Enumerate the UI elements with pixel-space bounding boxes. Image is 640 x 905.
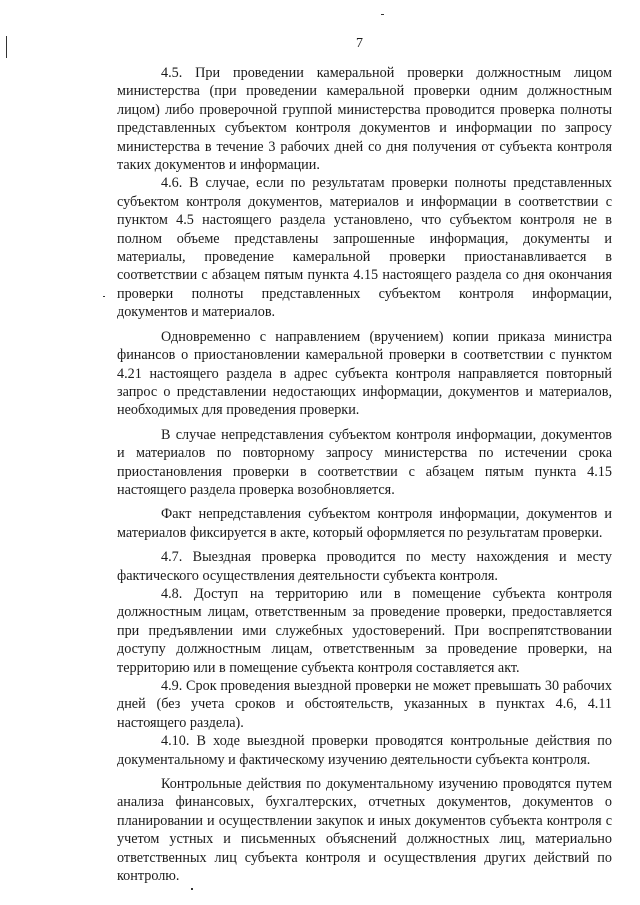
paragraph-4-6: 4.6. В случае, если по результатам проверки полноты представленных субъектом контроля документов, материалов и информации в соответствии с пунктом 4.5 настоящего раздела установлено, что субъектом контроля не в полном объеме представлены запрошенные информация, документы и материалы, проведение камеральной проверки приостанавливается в соответствии с абзацем пятым пункта 4.15 настоящего раздела со дня окончания проверки полноты представленных субъектом контроля информации, документов и материалов. (117, 175, 612, 321)
scan-artifact-mark (6, 36, 7, 58)
paragraph-4-7: 4.7. Выездная проверка проводится по месту нахождения и месту фактического осуществления деятельности субъекта контроля. (117, 549, 612, 584)
paragraph-suspension-notice: Одновременно с направлением (вручением) копии приказа министра финансов о приостановлении камеральной проверки в соответствии с пунктом 4.21 настоящего раздела в адрес субъекта контроля направляется повторный запрос о представлении недостающих информации, документов и материалов, необходимых для проведения проверки. (117, 328, 612, 419)
document-body (117, 64, 612, 885)
scan-artifact-mark (381, 14, 384, 15)
paragraph-4-5: 4.5. При проведении камеральной проверки должностным лицом министерства (при проведении камеральной проверки одним должностным лицом) либо проверочной группой министерства проводится проверка полноты представленных субъектом контроля документов и информации по запросу министерства в течение 3 рабочих дней со дня получения от субъекта контроля таких документов и информации. (117, 65, 612, 174)
paragraph-control-actions: Контрольные действия по документальному изучению проводятся путем анализа финансовых, бухгалтерских, отчетных документов, документов о планировании и осуществлении закупок и иных документов субъекта контроля с учетом устных и письменных объяснений должностных лиц, материально ответственных лиц субъекта контроля и осуществления других действий по контролю. (117, 776, 612, 885)
scan-artifact-dot (103, 296, 105, 297)
paragraph-4-9: 4.9. Срок проведения выездной проверки не может превышать 30 рабочих дней (без учета сроков и обстоятельств, указанных в пунктах 4.6, 4.11 настоящего раздела). (117, 678, 612, 731)
paragraph-fact-recorded: Факт непредставления субъектом контроля информации, документов и материалов фиксируется в акте, который оформляется по результатам проверки. (117, 506, 612, 541)
paragraph-4-10: 4.10. В ходе выездной проверки проводятся контрольные действия по документальному и фактическому изучению деятельности субъекта контроля. (117, 733, 612, 768)
scan-artifact-dot (191, 888, 193, 890)
paragraph-4-8: 4.8. Доступ на территорию или в помещение субъекта контроля должностным лицам, ответственным за проведение проверки, предоставляется при предъявлении ими служебных удостоверений. При воспрепятствовании доступу должностным лицам, ответственным за проведение проверки, на территорию или в помещение субъекта контроля составляется акт. (117, 585, 612, 676)
page-number: 7 (356, 36, 363, 51)
paragraph-non-submission: В случае непредставления субъектом контроля информации, документов и материалов по повторному запросу министерства по истечении срока приостановления проверки в соответствии с абзацем пятым пункта 4.15 настоящего раздела проверка возобновляется. (117, 426, 612, 498)
